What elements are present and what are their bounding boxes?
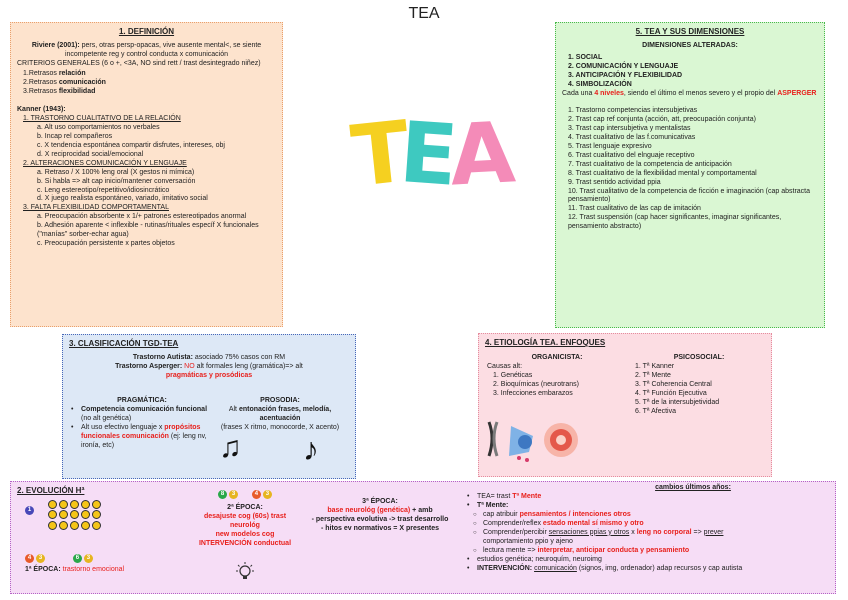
criteria-item: 2.Retrasos comunicación <box>23 79 106 87</box>
list-item: a. Preocupación absorbente x 1/+ patrones estereotipados anormal <box>37 213 247 221</box>
list-item: • INTERVENCIÓN: comunicación (signos, img, ordenador) adap recursos y cap autista <box>467 565 829 574</box>
list-item: b. Incap rel compañeros <box>37 132 113 140</box>
organicista-sub: Causas alt: <box>487 362 523 370</box>
list-item: 1. Tª Kanner <box>635 362 675 370</box>
list-item: 11. Trast cualitativo de las cap de imitación <box>568 205 701 213</box>
list-item: 4. Trast cualitativo de las f.comunicativas <box>568 133 696 141</box>
list-item: ○ Comprender/reflex estado mental sí mismo y otro <box>473 520 829 529</box>
evolucion-box <box>10 481 836 594</box>
kanner-section-title: 3. FALTA FLEXIBILIDAD COMPORTAMENTAL <box>23 204 169 212</box>
levels-text: Cada una 4 niveles, siendo el último el menos severo y el propio del ASPERGER <box>562 90 817 97</box>
list-item: 2. Trast cap ref conjunta (acción, att, preocupación conjunta) <box>568 115 756 123</box>
embryo-icon <box>544 423 578 457</box>
kanner-section <box>17 115 276 160</box>
tea-logo-e: E <box>396 103 461 205</box>
list-item: c. Leng estereotipo/repetitivo/idiosincrático <box>37 186 170 194</box>
criteria-item: 3.Retrasos flexibilidad <box>23 88 96 95</box>
list-item: ○ lectura mente => interpretar, anticipar conducta y pensamiento <box>473 547 829 556</box>
cambios-section <box>467 484 829 574</box>
dims-list <box>562 54 818 90</box>
asperger-red: pragmáticas y prosódicas <box>165 372 253 380</box>
list-item: • Tª Mente: <box>467 502 829 511</box>
list-item: d. X reciprocidad social/emocional <box>37 150 144 158</box>
neuron-icon <box>509 426 533 462</box>
faces-icon <box>47 500 103 531</box>
organicista-title: ORGANICISTA: <box>531 354 583 361</box>
list-item: b. Si habla => alt cap inicio/mantener conversación <box>37 177 196 185</box>
list-item: 4. Tª Función Ejecutiva <box>635 389 707 397</box>
list-item: 2. Bioquímicas (neurotrans) <box>493 380 579 388</box>
criteria-list <box>17 70 276 97</box>
list-item: 5. Trast lenguaje expresivo <box>568 142 652 150</box>
list-item: a. Alt uso comportamientos no verbales <box>37 123 160 131</box>
dimensiones-subheading: DIMENSIONES ALTERADAS: <box>642 42 738 50</box>
epoca1-badge: 1 <box>25 506 36 516</box>
list-item: d. X juego realista espontáneo, variado, imitativo social <box>37 195 208 203</box>
definicion-box <box>10 22 283 327</box>
music-note-icon: ♪ <box>303 431 319 467</box>
kanner-section-title: 2. ALTERACIONES COMUNICACIÓN Y LENGUAJE <box>23 159 187 167</box>
epoca1-text: 1ª ÉPOCA: trastorno emocional <box>25 566 125 573</box>
list-item: c. X tendencia espontánea compartir disfrutes, intereses, obj <box>37 141 225 149</box>
list-item: ○ Comprender/percibir sensaciones ppias y otros x leng no corporal => prever comportamiento ppio y ajeno <box>473 529 829 547</box>
prosodia-title: PROSODIA: <box>260 397 300 404</box>
pragmatica-title: PRAGMÁTICA: <box>117 397 167 404</box>
etiologia-heading: 4. ETIOLOGÍA TEA. ENFOQUES <box>485 338 606 347</box>
list-item: 7. Trast cualitativo de la competencia de anticipación <box>568 160 732 168</box>
list-item: 12. Trast suspensión (cap hacer significantes, imaginar significantes, pensamiento abstracto) <box>568 214 782 231</box>
lightbulb-icon <box>235 562 255 582</box>
list-item: 5. Tª de la intersubjetividad <box>635 398 720 406</box>
tea-logo-t: T <box>347 102 415 206</box>
epoca3-text: 3ª ÉPOCA: base neurológ (genética) + amb - perspectiva evolutiva -> trast desarrollo - hitos ev normativos = X presentes <box>311 498 449 532</box>
kanner-section <box>17 204 276 249</box>
prosodia-text: Alt entonación frases, melodía, acentuación <box>228 405 332 422</box>
list-item: • estudios genética; neuroquím, neuroimg <box>467 556 829 565</box>
list-item: 3. Trast cap intersubjetiva y mentalistas <box>568 124 691 132</box>
organicista-col <box>487 354 627 399</box>
kanner-section-title: 1. TRASTORNO CUALITATIVO DE LA RELACIÓN <box>23 114 181 122</box>
list-item: 1. Trastorno competencias intersubjetivas <box>568 106 698 114</box>
list-item: a. Retraso / X 100% leng oral (X gestos ni mímica) <box>37 168 195 176</box>
kanner-title: Kanner (1943): <box>17 105 66 113</box>
list-item: • Alt uso efectivo lenguaje x propósitos funcionales comunicación (ej: leng nv, ironía, etc) <box>71 424 213 451</box>
etiologia-box <box>478 333 772 477</box>
cambios-title: cambios últimos años: <box>655 484 731 491</box>
autista-line: Trastorno Autista: asociado 75% casos con RM <box>132 354 286 362</box>
list-item: 6. Trast cualitativo del elnguaje receptivo <box>568 151 695 159</box>
dimensiones-box <box>555 22 825 328</box>
list-item: 3. Infecciones embarazos <box>493 389 573 397</box>
dim-detail-list <box>562 107 818 232</box>
list-item: 3. ANTICIPACIÓN Y FLEXIBILIDAD <box>568 72 683 80</box>
chromosome-icon <box>489 422 497 456</box>
prosodia-col <box>211 397 349 433</box>
prosodia-sub: (frases X ritmo, monocorde, X acento) <box>220 423 340 431</box>
dimensiones-heading: 5. TEA Y SUS DIMENSIONES <box>635 27 745 36</box>
list-item: 1. SOCIAL <box>568 54 603 62</box>
list-item: 6. Tª Afectiva <box>635 407 676 415</box>
epoca1-badges: 4 3 6 3 <box>25 554 95 564</box>
epoca2-badges: 8 3 4 3 <box>207 490 285 500</box>
evolucion-heading: 2. EVOLUCIÓN Hª <box>17 486 85 495</box>
clasificacion-box <box>62 334 356 479</box>
list-item: 9. Trast sentido actividad ppia <box>568 178 661 186</box>
list-item: 3. Tª Coherencia Central <box>635 380 712 388</box>
list-item: 2. Tª Mente <box>635 371 671 379</box>
list-item: 1. Genéticas <box>493 371 533 379</box>
list-item: 10. Trast cualitativo de la competencia de ficción e imaginación (cap abstracta pensamiento) <box>568 187 811 204</box>
riviere-definition: Riviere (2001): pers, otras persp-opacas, vive ausente mental<, se siente incompetente reg y control conducta x comunicación <box>31 42 262 59</box>
criterios-generales: CRITERIOS GENERALES (6 o +, <3A, NO sind rett / trast desintegrado niñez) <box>17 60 261 68</box>
psicosocial-col <box>629 354 769 417</box>
music-note-icon: ♫ <box>219 431 242 464</box>
asperger-line: Trastorno Asperger: NO alt formales leng (gramática)=> alt <box>115 363 303 371</box>
list-item: b. Adhesión aparente < inflexible - rutinas/rituales específ X funcionales ("manías" sorber-echar agua) <box>37 222 259 239</box>
list-item: • TEA= trast Tª Mente <box>467 493 829 502</box>
clasificacion-heading: 3. CLASIFICACIÓN TGD-TEA <box>69 339 179 348</box>
tea-logo <box>347 102 518 206</box>
list-item: c. Preocupación persistente x partes objetos <box>37 240 175 248</box>
pragmatica-col <box>71 397 213 451</box>
tea-logo-a: A <box>447 103 518 205</box>
epoca2-text: 2ª ÉPOCA: desajuste cog (60s) trast neurológ new modelos cog INTERVENCIÓN conductual <box>198 504 292 547</box>
page-title: TEA <box>408 5 440 22</box>
list-item: • Competencia comunicación funcional (no alt genética) <box>71 406 213 424</box>
list-item: 4. SIMBOLIZACIÓN <box>568 81 632 89</box>
criteria-item: 1.Retrasos relación <box>23 70 86 78</box>
list-item: ○ cap atribuir pensamientos / intenciones otros <box>473 511 829 520</box>
list-item: 8. Trast cualitativo de la flexibilidad mental y comportamental <box>568 169 757 177</box>
list-item: 2. COMUNICACIÓN Y LENGUAJE <box>568 63 679 71</box>
etiology-illustrations <box>485 416 585 464</box>
psicosocial-title: PSICOSOCIAL: <box>673 354 725 361</box>
kanner-section <box>17 160 276 205</box>
definicion-heading: 1. DEFINICIÓN <box>118 27 175 36</box>
